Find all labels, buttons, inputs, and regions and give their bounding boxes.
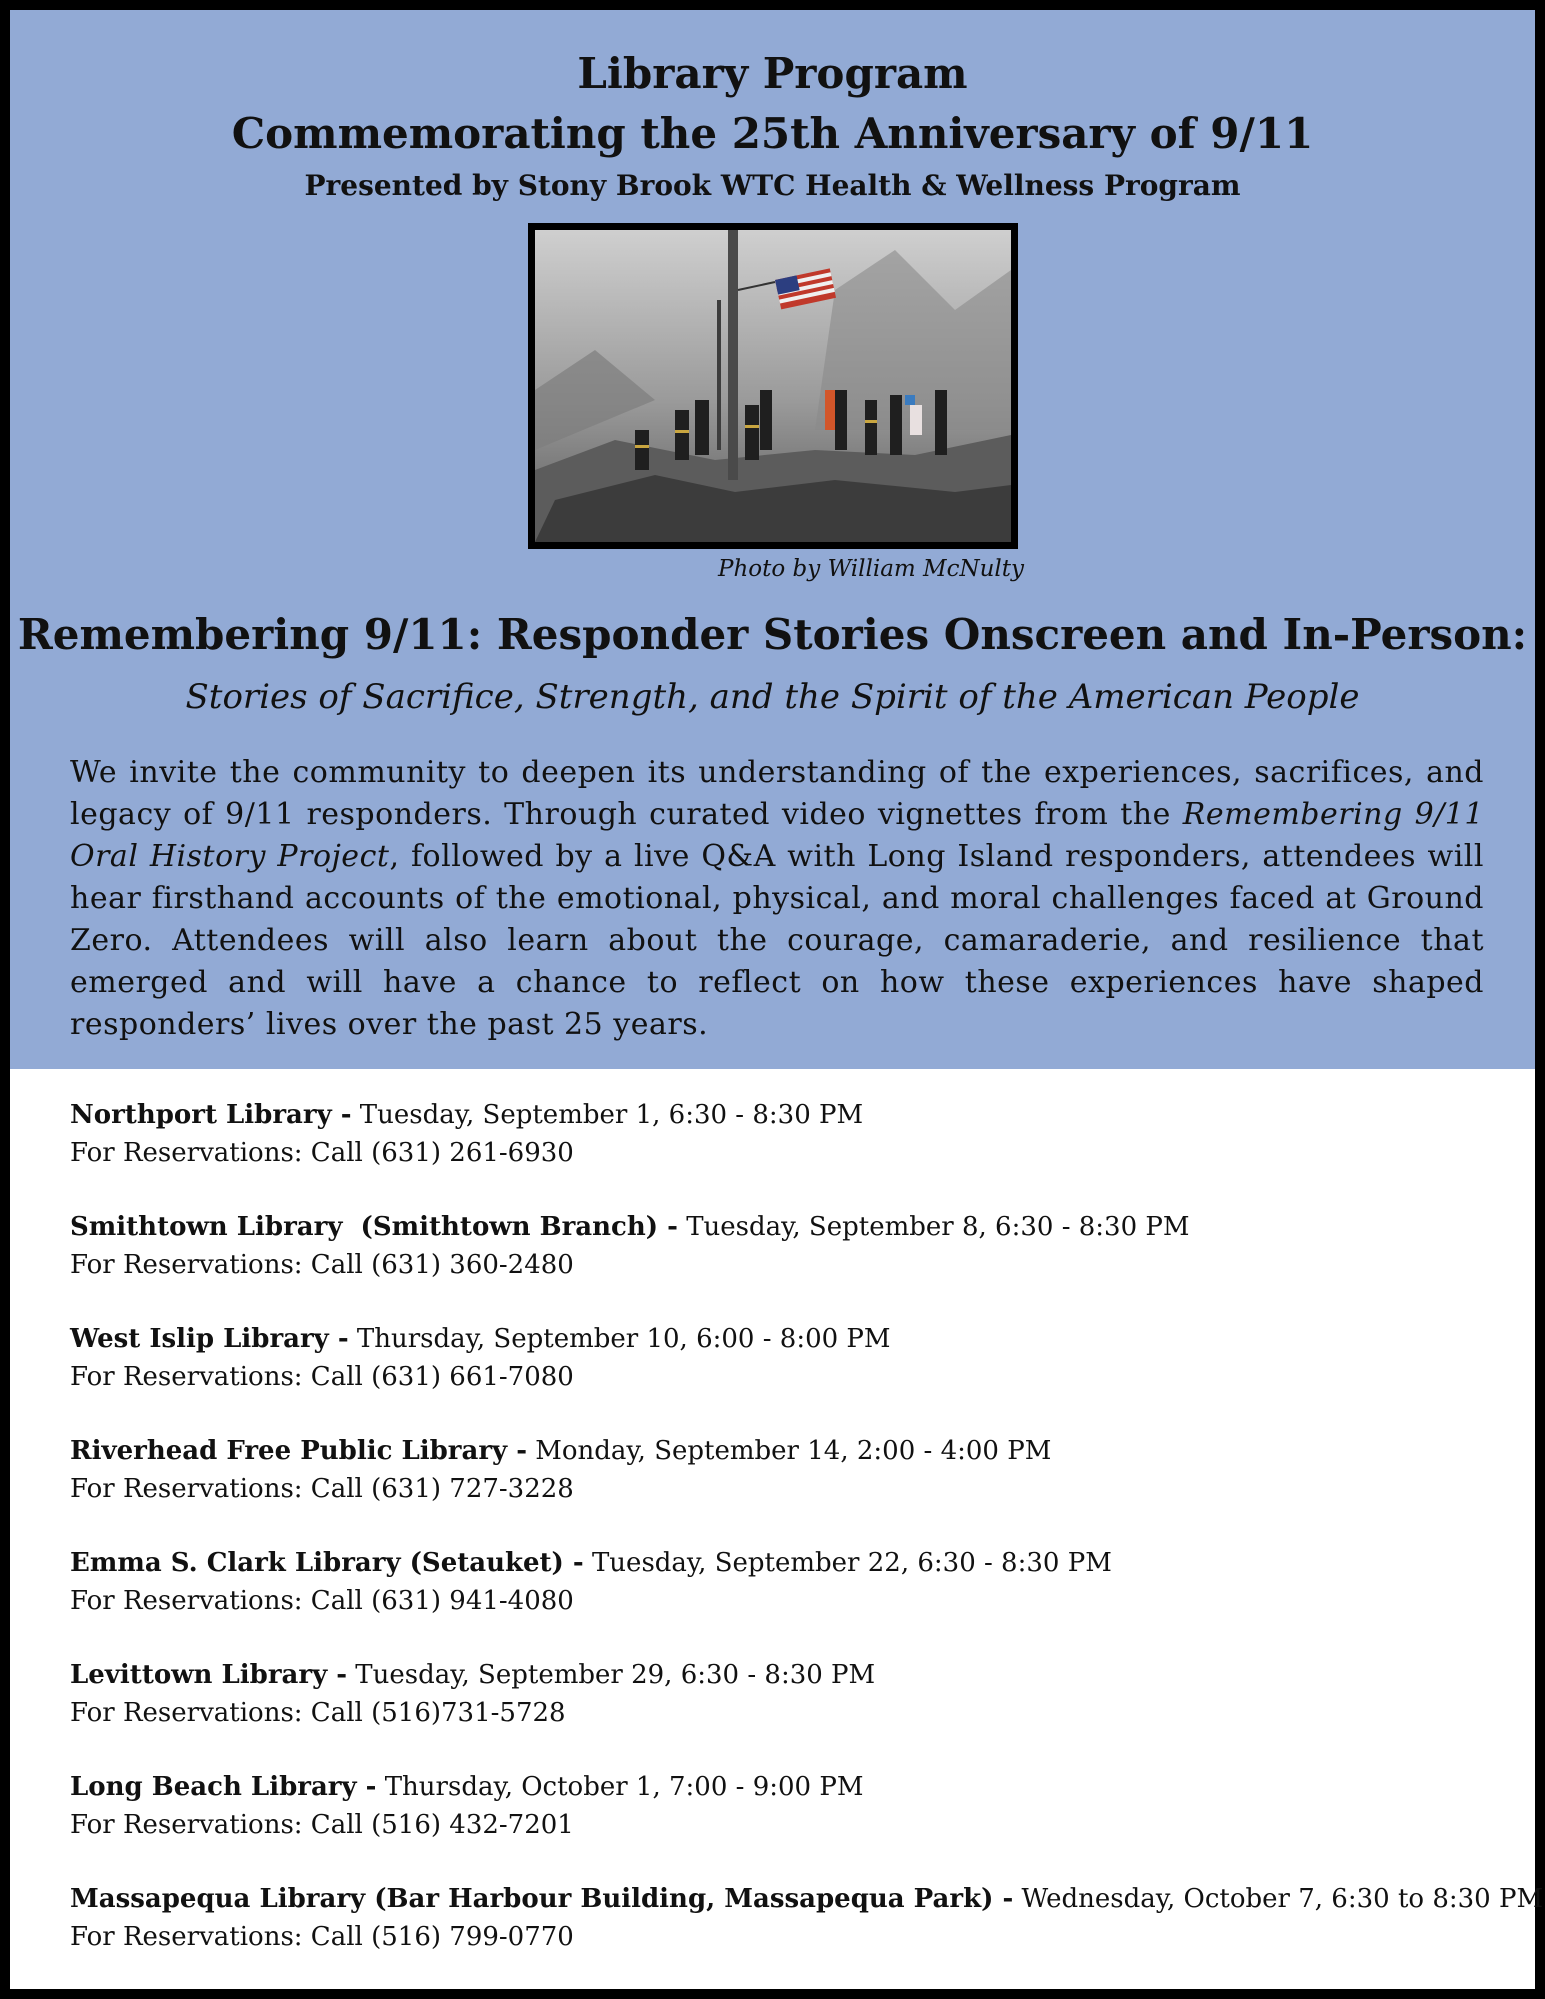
library-name: Riverhead Free Public Library - xyxy=(70,1436,527,1466)
event-item xyxy=(70,1880,1544,1992)
program-subtitle: Stories of Sacrifice, Strength, and the Spirit of the American People xyxy=(185,677,1360,717)
event-headline xyxy=(70,1432,1510,1470)
event-item xyxy=(70,1096,1510,1208)
presenter-line: Presented by Stony Brook WTC Health & Wellness Program xyxy=(304,169,1241,202)
library-name: Northport Library - xyxy=(70,1100,352,1130)
event-datetime: Tuesday, September 29, 6:30 - 8:30 PM xyxy=(347,1660,876,1690)
event-datetime: Tuesday, September 8, 6:30 - 8:30 PM xyxy=(677,1212,1190,1242)
event-headline xyxy=(70,1320,1510,1358)
event-item xyxy=(70,1544,1510,1656)
library-name: West Islip Library - xyxy=(70,1324,349,1354)
event-headline xyxy=(70,1096,1510,1134)
library-name: Smithtown Library (Smithtown Branch) - xyxy=(70,1212,678,1242)
description-text-1: We invite the community to deepen its understanding of the experiences, sacrifices, and legacy of 9/11 responders. Through curated video vignettes from the xyxy=(70,755,1484,832)
event-headline xyxy=(70,1880,1544,1918)
event-item xyxy=(70,1208,1510,1320)
header-panel xyxy=(10,10,1535,1069)
flag-raising-photo xyxy=(528,223,1018,549)
event-datetime: Thursday, October 1, 7:00 - 9:00 PM xyxy=(376,1772,864,1802)
program-heading: Library Program xyxy=(577,49,968,98)
reservation-info: For Reservations: Call (631) 727-3228 xyxy=(70,1474,574,1504)
description-text-2: , followed by a live Q&A with Long Island responders, attendees will hear firsthand accounts of the emotional, physical, and moral challenges faced at Ground Zero. Attendees will also learn about the courage, camaraderie, and resilience that emerged and will have a chance to reflect on how these experiences have shaped responders’ lives over the past 25 years. xyxy=(70,839,1484,1042)
event-datetime: Wednesday, October 7, 6:30 to 8:30 PM xyxy=(1013,1884,1544,1914)
event-headline xyxy=(70,1768,1510,1806)
library-name: Long Beach Library - xyxy=(70,1772,377,1802)
photo-credit: Photo by William McNulty xyxy=(718,556,1025,582)
event-item xyxy=(70,1656,1510,1768)
event-datetime: Tuesday, September 1, 6:30 - 8:30 PM xyxy=(351,1100,864,1130)
event-list xyxy=(70,1096,1544,1992)
event-headline xyxy=(70,1208,1510,1246)
reservation-info: For Reservations: Call (516) 799-0770 xyxy=(70,1922,574,1952)
event-headline xyxy=(70,1544,1510,1582)
library-name: Massapequa Library (Bar Harbour Building, Massapequa Park) - xyxy=(70,1884,1014,1914)
event-headline xyxy=(70,1656,1510,1694)
anniversary-heading: Commemorating the 25th Anniversary of 9/11 xyxy=(231,109,1314,158)
event-datetime: Monday, September 14, 2:00 - 4:00 PM xyxy=(527,1436,1052,1466)
program-title: Remembering 9/11: Responder Stories Onscreen and In-Person: xyxy=(17,610,1528,659)
reservation-info: For Reservations: Call (631) 261-6930 xyxy=(70,1138,574,1168)
event-item xyxy=(70,1320,1510,1432)
reservation-info: For Reservations: Call (631) 661-7080 xyxy=(70,1362,574,1392)
reservation-info: For Reservations: Call (631) 360-2480 xyxy=(70,1250,574,1280)
reservation-info: For Reservations: Call (516)731-5728 xyxy=(70,1698,566,1728)
reservation-info: For Reservations: Call (516) 432-7201 xyxy=(70,1810,574,1840)
event-datetime: Tuesday, September 22, 6:30 - 8:30 PM xyxy=(583,1548,1112,1578)
event-item xyxy=(70,1768,1510,1880)
library-name: Emma S. Clark Library (Setauket) - xyxy=(70,1548,584,1578)
event-datetime: Thursday, September 10, 6:00 - 8:00 PM xyxy=(348,1324,891,1354)
library-name: Levittown Library - xyxy=(70,1660,348,1690)
program-description xyxy=(70,752,1484,1046)
reservation-info: For Reservations: Call (631) 941-4080 xyxy=(70,1586,574,1616)
event-item xyxy=(70,1432,1510,1544)
photo-illustration xyxy=(535,230,1011,542)
oral-history-project-title: Remembering 9/11 Oral History Project xyxy=(70,797,1484,874)
